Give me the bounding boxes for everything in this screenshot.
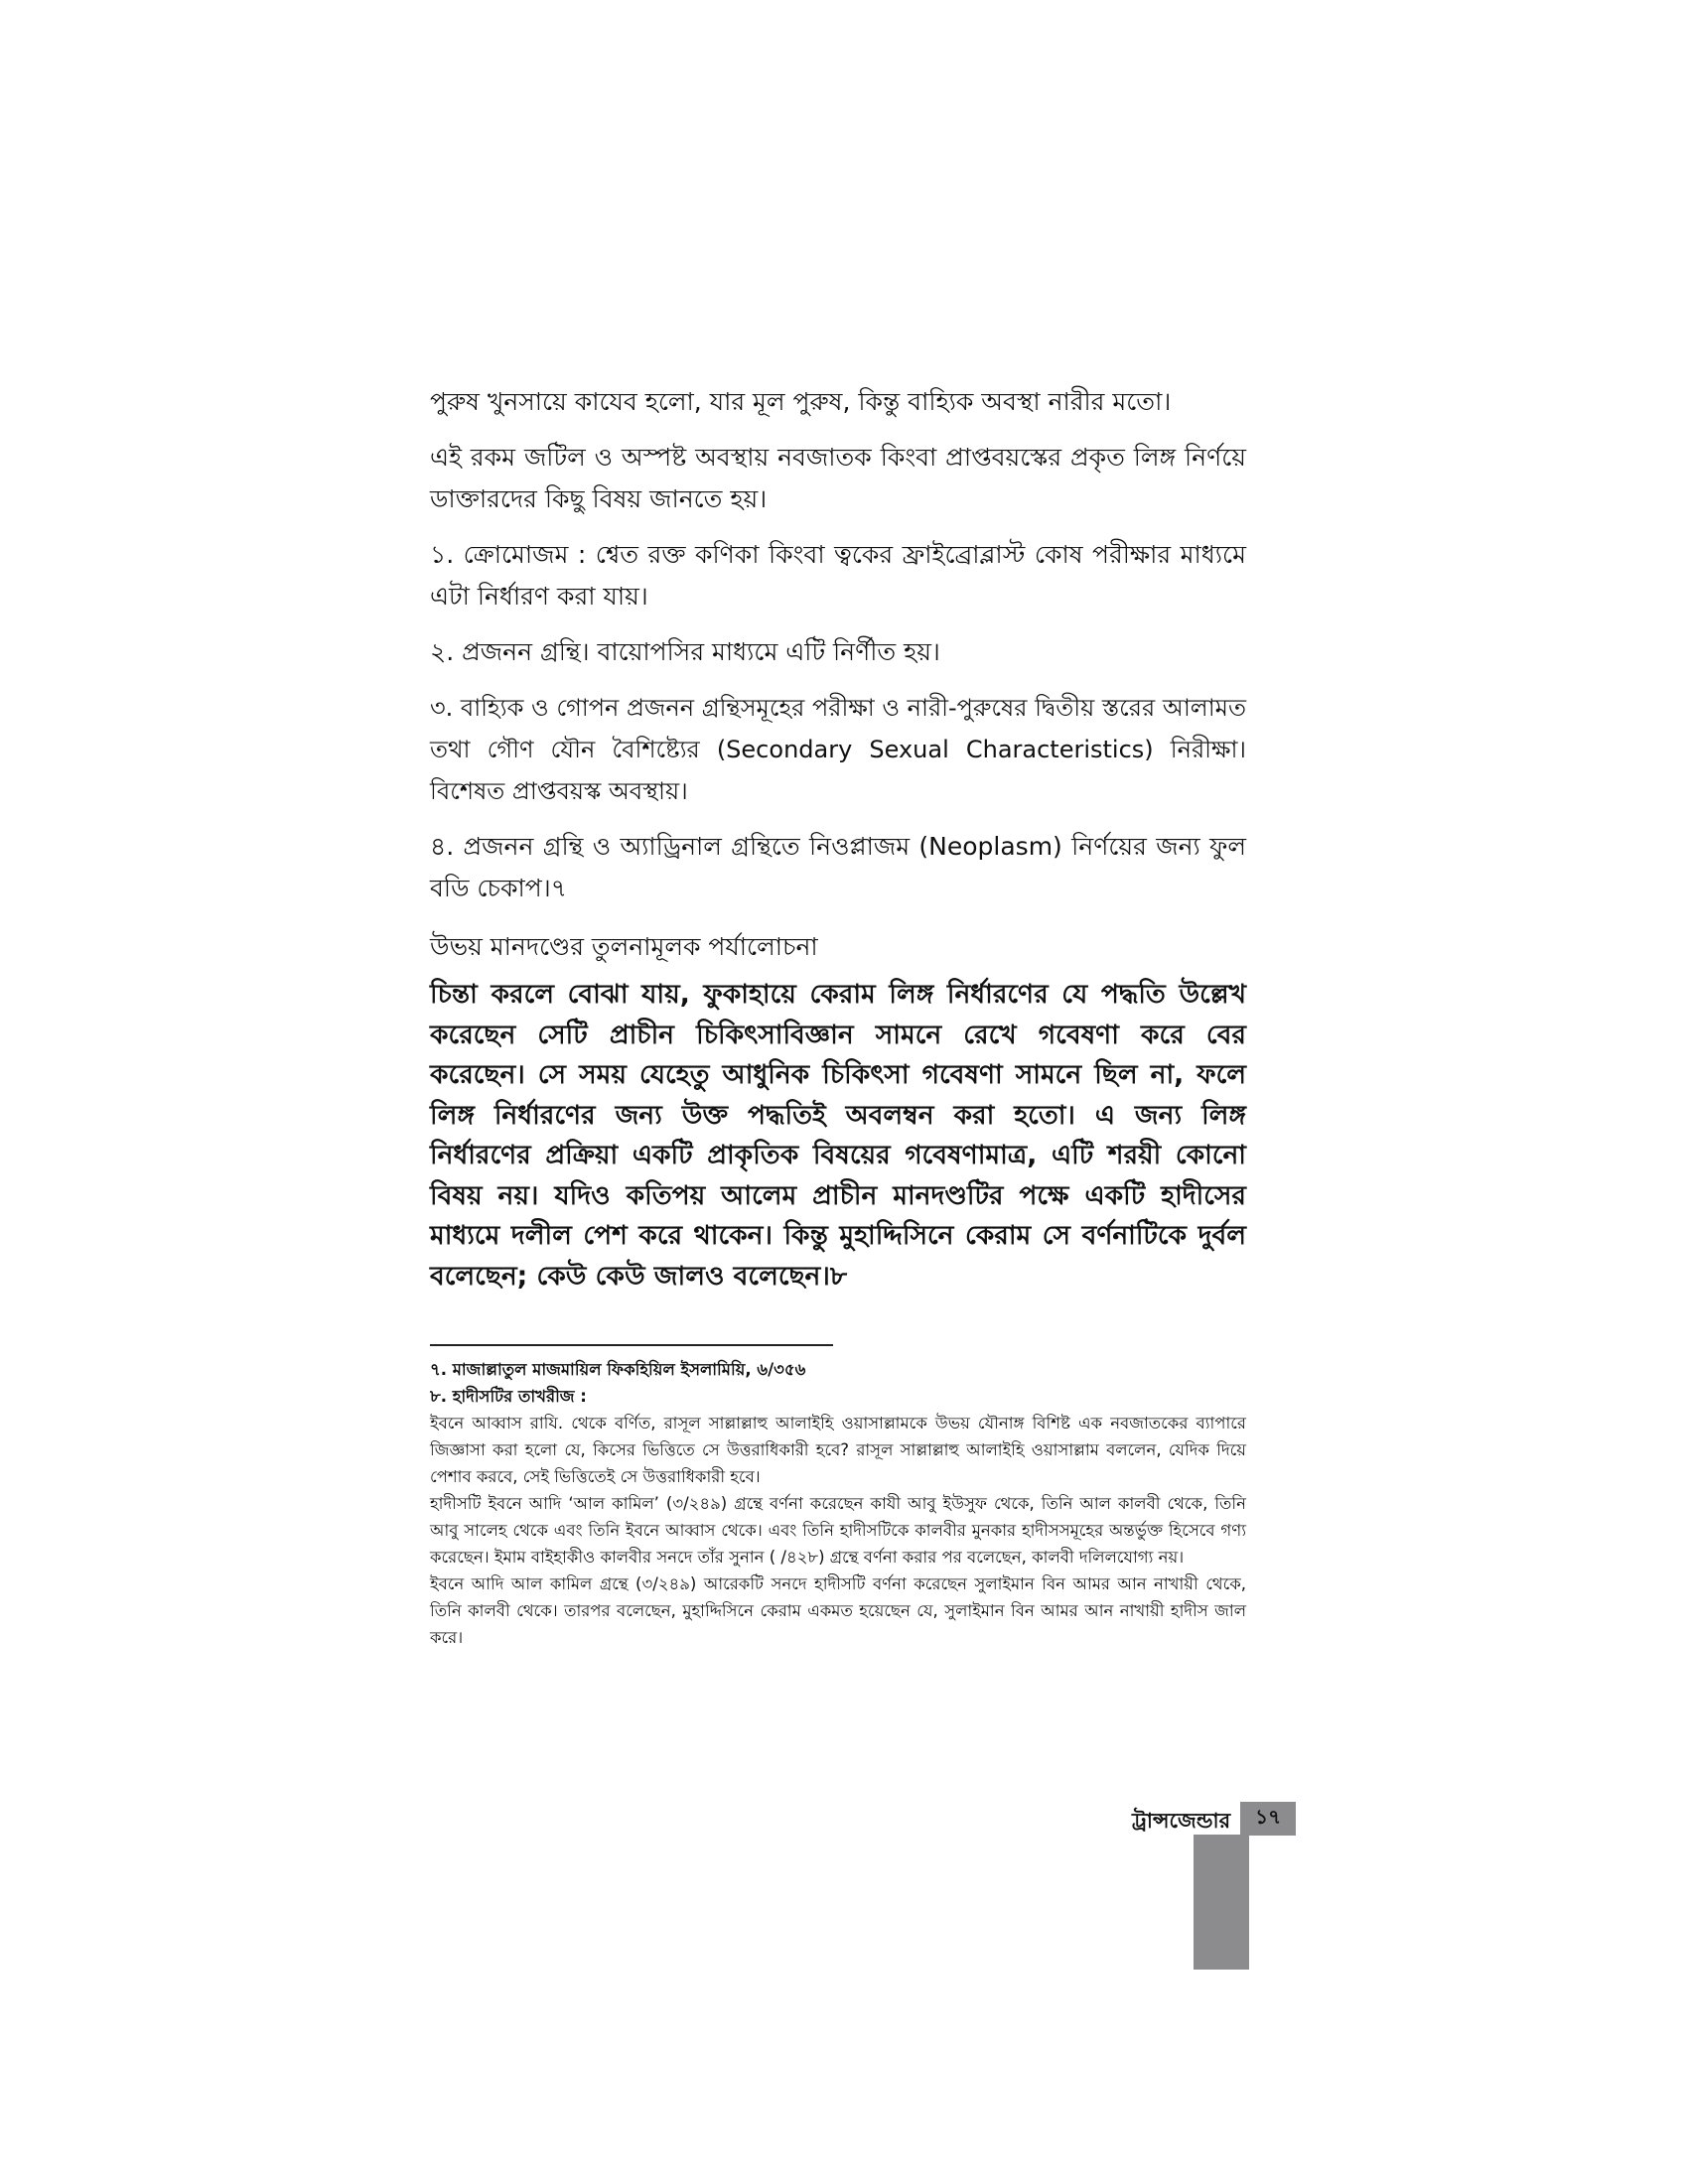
thumb-tab bbox=[1194, 1835, 1249, 1970]
footnote-8-paragraph-1: ইবনে আব্বাস রাযি. থেকে বর্ণিত, রাসূল সাল্লাল্লাহু আলাইহি ওয়াসাল্লামকে উভয় যৌনাঙ্গ বিশিষ্ট এক নবজাতকের ব্যাপারে জিজ্ঞাসা করা হলো যে, কিসের ভিত্তিতে সে উত্তরাধিকারী হবে? রাসূল সাল্লাল্লাহু আলাইহি ওয়াসাল্লাম বললেন, যেদিক দিয়ে পেশাব করবে, সেই ভিত্তিতেই সে উত্তরাধিকারী হবে। bbox=[430, 1414, 1246, 1486]
section-heading: উভয় মানদণ্ডের তুলনামূলক পর্যালোচনা bbox=[430, 932, 818, 961]
page-number: ১৭ bbox=[1240, 1802, 1296, 1836]
footnote-8-paragraph-2: হাদীসটি ইবনে আদি ‘আল কামিল’ (৩/২৪৯) গ্রন্থে বর্ণনা করেছেন কাযী আবু ইউসুফ থেকে, তিনি আল কালবী থেকে, তিনি আবু সালেহ থেকে এবং তিনি ইবনে আব্বাস থেকে। এবং তিনি হাদীসটিকে কালবীর মুনকার হাদীসসমূহের অন্তর্ভুক্ত হিসেবে গণ্য করেছেন। ইমাম বাইহাকীও কালবীর সনদে তাঁর সুনান ( /৪২৮) গ্রন্থে বর্ণনা করার পর বলেছেন, কালবী দলিলযোগ্য নয়। bbox=[430, 1494, 1246, 1567]
paragraph-1: পুরুষ খুনসায়ে কাযেব হলো, যার মূল পুরুষ, কিন্তু বাহ্যিক অবস্থা নারীর মতো। bbox=[430, 387, 1172, 416]
footnote-7: ৭. মাজাল্লাতুল মাজমায়িল ফিকহিয়িল ইসলামিয়ি, ৬/৩৫৬ bbox=[430, 1360, 806, 1379]
footnote-8-title: ৮. হাদীসটির তাখরীজ : bbox=[430, 1387, 587, 1406]
book-title: ট্রান্সজেন্ডার bbox=[1132, 1809, 1231, 1833]
paragraph-6-neoplasm: ৪. প্রজনন গ্রন্থি ও অ্যাড্রিনাল গ্রন্থিতে নিওপ্লাজম (Neoplasm) নির্ণয়ের জন্য ফুল বডি চেকাপ।৭ bbox=[430, 832, 1246, 902]
opening-paragraphs bbox=[430, 381, 1246, 909]
paragraph-4-gonad: ২. প্রজনন গ্রন্থি। বায়োপসির মাধ্যমে এটি নির্ণীত হয়। bbox=[430, 637, 940, 666]
running-footer bbox=[1132, 1794, 1296, 1836]
footnote-8-paragraph-3: ইবনে আদি আল কামিল গ্রন্থে (৩/২৪৯) আরেকটি সনদে হাদীসটি বর্ণনা করেছেন সুলাইমান বিন আমর আন নাখায়ী থেকে, তিনি কালবী থেকে। তারপর বলেছেন, মুহাদ্দিসিনে কেরাম একমত হয়েছেন যে, সুলাইমান বিন আমর আন নাখায়ী হাদীস জাল করে। bbox=[430, 1574, 1246, 1647]
paragraph-2: এই রকম জটিল ও অস্পষ্ট অবস্থায় নবজাতক কিংবা প্রাপ্তবয়স্কের প্রকৃত লিঙ্গ নির্ণয়ে ডাক্তারদের কিছু বিষয় জানতে হয়। bbox=[430, 443, 1246, 513]
footnotes bbox=[430, 1356, 1246, 1651]
paragraph-3-chromosome: ১. ক্রোমোজম : শ্বেত রক্ত কণিকা কিংবা ত্বকের ফ্রাইব্রোব্লাস্ট কোষ পরীক্ষার মাধ্যমে এটা নির্ধারণ করা যায়। bbox=[430, 540, 1246, 611]
section-body: চিন্তা করলে বোঝা যায়, ফুকাহায়ে কেরাম লিঙ্গ নির্ধারণের যে পদ্ধতি উল্লেখ করেছেন সেটি প্রাচীন চিকিৎসাবিজ্ঞান সামনে রেখে গবেষণা করে বের করেছেন। সে সময় যেহেতু আধুনিক চিকিৎসা গবেষণা সামনে ছিল না, ফলে লিঙ্গ নির্ধারণের জন্য উক্ত পদ্ধতিই অবলম্বন করা হতো। এ জন্য লিঙ্গ নির্ধারণের প্রক্রিয়া একটি প্রাকৃতিক বিষয়ের গবেষণামাত্র, এটি শরয়ী কোনো বিষয় নয়। যদিও কতিপয় আলেম প্রাচীন মানদণ্ডটির পক্ষে একটি হাদীসের মাধ্যমে দলীল পেশ করে থাকেন। কিন্তু মুহাদ্দিসিনে কেরাম সে বর্ণনাটিকে দুর্বল বলেছেন; কেউ কেউ জালও বলেছেন।৮ bbox=[430, 979, 1246, 1292]
paragraph-5-examination: ৩. বাহ্যিক ও গোপন প্রজনন গ্রন্থিসমূহের পরীক্ষা ও নারী-পুরুষের দ্বিতীয় স্তরের আলামত তথা গৌণ যৌন বৈশিষ্ট্যের (Secondary Sexual Characteristics) নিরীক্ষা। বিশেষত প্রাপ্তবয়স্ক অবস্থায়। bbox=[430, 694, 1246, 805]
footnote-divider bbox=[430, 1344, 833, 1346]
